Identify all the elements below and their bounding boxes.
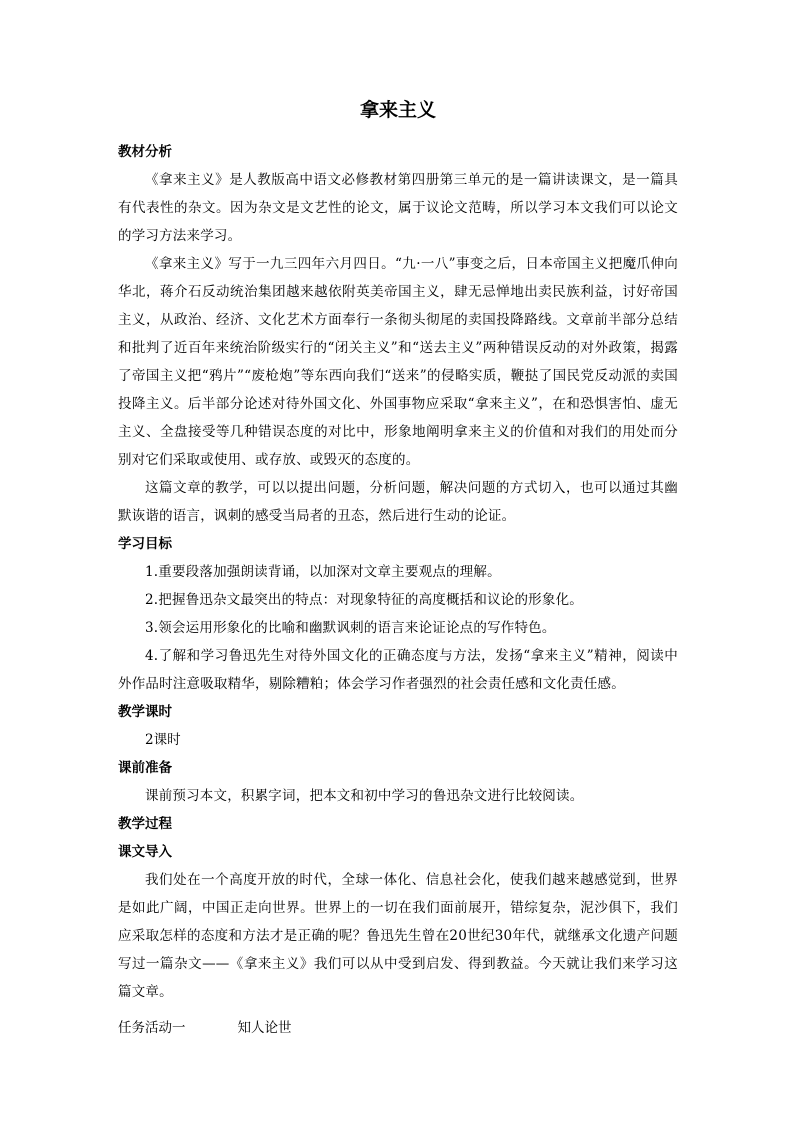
analysis-paragraph-3: 这篇文章的教学，可以以提出问题，分析问题，解决问题的方式切入，也可以通过其幽默诙谐的语言，讽刺的感受当局者的丑态，然后进行生动的论证。: [118, 480, 678, 524]
analysis-paragraph-1: 《拿来主义》是人教版高中语文必修教材第四册第三单元的是一篇讲读课文，是一篇具有代表性的杂文。因为杂文是文艺性的论文，属于议论文范畴，所以学习本文我们可以论文的学习方法来学习。: [118, 172, 678, 244]
analysis-paragraph-2: 《拿来主义》写于一九三四年六月四日。“九·一八”事变之后，日本帝国主义把魔爪伸向华北，蒋介石反动统治集团越来越依附英美帝国主义，肆无忌惮地出卖民族利益，讨好帝国主义，从政治、经济、文化艺术方面奉行一条彻头彻尾的卖国投降路线。文章前半部分总结和批判了近百年来统治阶级实行的“闭关主义”和“送去主义”两种错误反动的对外政策，揭露了帝国主义把“鸦片”“废枪炮”等东西向我们“送来”的侵略实质，鞭挞了国民党反动派的卖国投降主义。后半部分论述对待外国文化、外国事物应采取“拿来主义”，在和恐惧害怕、虚无主义、全盘接受等几种错误态度的对比中，形象地阐明拿来主义的价值和对我们的用处而分别对它们采取或使用、或存放、或毁灭的态度的。: [118, 256, 678, 468]
section-heading-hours: 教学课时: [118, 704, 172, 720]
task-name: 知人论世: [237, 1020, 292, 1036]
task-activity-line: [118, 1014, 678, 1042]
section-heading-goals: 学习目标: [118, 536, 172, 552]
task-label: 任务活动一: [118, 1020, 186, 1036]
section-heading-analysis: 教材分析: [118, 144, 172, 160]
goal-item-3: 3.领会运用形象化的比喻和幽默讽刺的语言来论证论点的写作特色。: [145, 620, 556, 636]
section-heading-intro: 课文导入: [118, 844, 172, 860]
prep-text: 课前预习本文，积累字词，把本文和初中学习的鲁迅杂文进行比较阅读。: [145, 788, 584, 804]
section-heading-process: 教学过程: [118, 816, 172, 832]
goal-item-2: 2.把握鲁迅杂文最突出的特点：对现象特征的高度概括和议论的形象化。: [145, 592, 583, 608]
intro-text: 我们处在一个高度开放的时代，全球一体化、信息社会化，使我们越来越感觉到，世界是如此广阔，中国正走向世界。世界上的一切在我们面前展开，错综复杂，泥沙俱下，我们应采取怎样的态度和方法才是正确的呢？鲁迅先生曾在20世纪30年代，就继承文化遗产问题写过一篇杂文——《拿来主义》我们可以从中受到启发、得到教益。今天就让我们来学习这篇文章。: [118, 872, 678, 1000]
page-title: 拿来主义: [359, 99, 436, 121]
goal-item-4: 4.了解和学习鲁迅先生对待外国文化的正确态度与方法，发扬“拿来主义”精神，阅读中外作品时注意吸取精华，剔除糟粕；体会学习作者强烈的社会责任感和文化责任感。: [118, 648, 678, 692]
hours-value: 2课时: [145, 732, 181, 748]
section-heading-prep: 课前准备: [118, 760, 172, 776]
document-content: [118, 96, 678, 1042]
goal-item-1: 1.重要段落加强朗读背诵，以加深对文章主要观点的理解。: [145, 564, 501, 580]
